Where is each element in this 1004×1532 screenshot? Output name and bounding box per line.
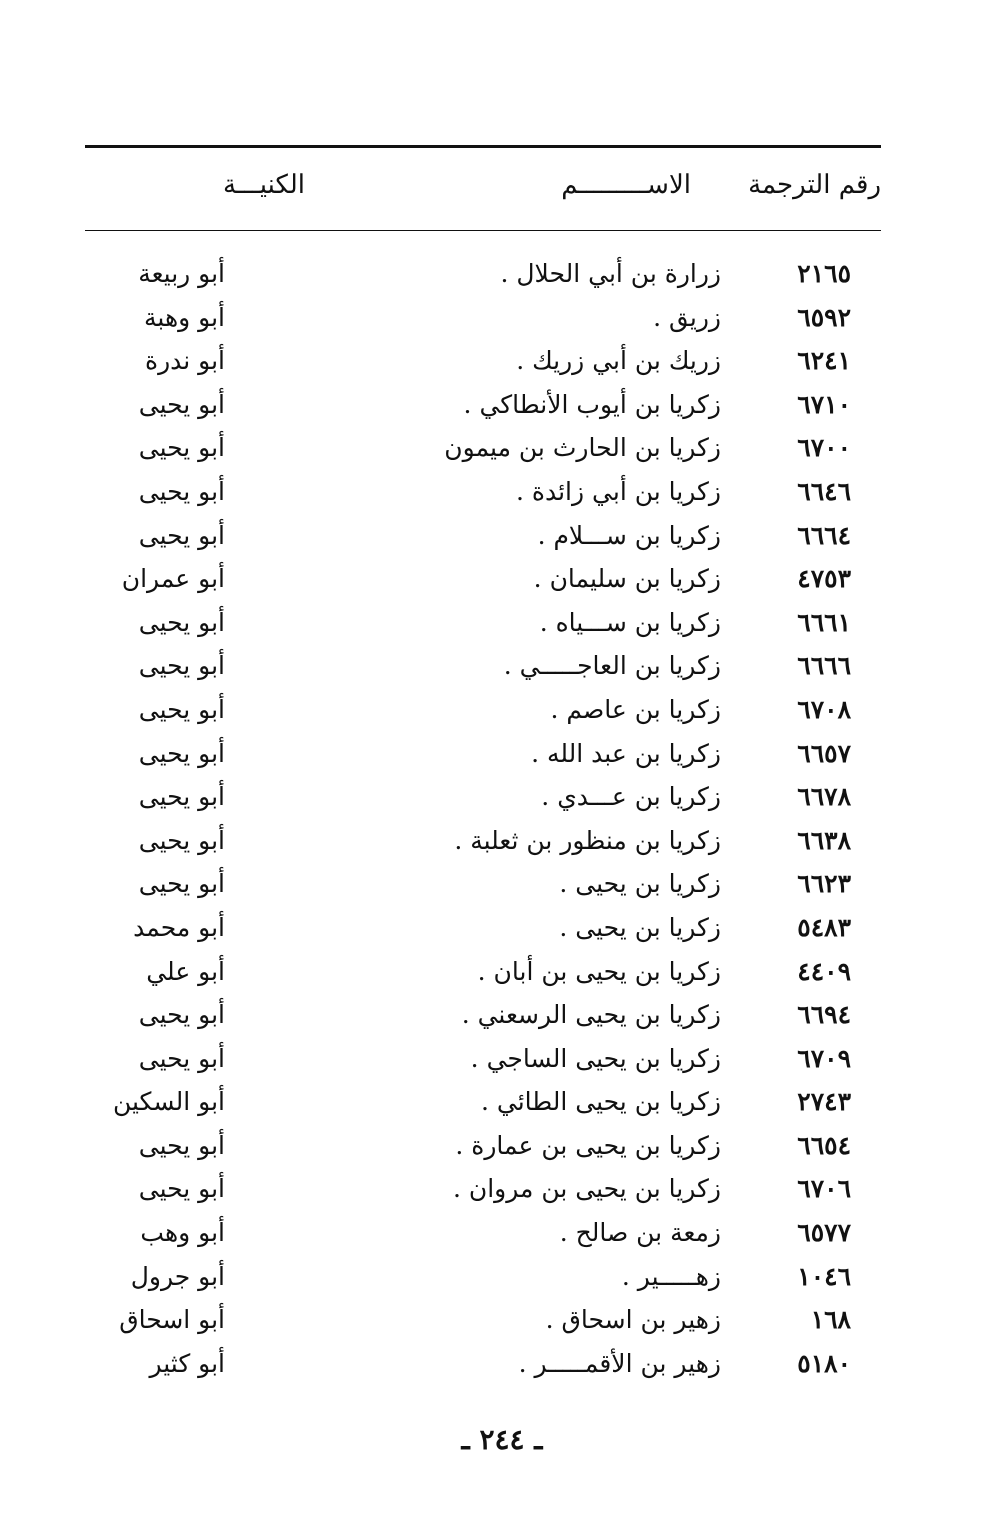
entry-name: زكريا بن ســـياه . <box>539 607 721 637</box>
entry-kunya: أبو محمد <box>133 912 225 942</box>
entry-number: ٦٦٩٤ <box>797 1000 851 1030</box>
table-header <box>85 160 881 210</box>
table-row <box>85 252 881 296</box>
entry-number: ٤٤٠٩ <box>797 956 851 986</box>
entry-kunya: أبو يحيى <box>138 389 225 419</box>
table-row <box>85 339 881 383</box>
table-row <box>85 1167 881 1211</box>
table-row <box>85 862 881 906</box>
entry-name: زكريا بن يحيى الساجي . <box>470 1043 721 1073</box>
entry-kunya: أبو يحيى <box>138 738 225 768</box>
entry-number: ١٦٨ <box>810 1305 851 1335</box>
table-row <box>85 557 881 601</box>
table-row <box>85 514 881 558</box>
table-row <box>85 1124 881 1168</box>
entry-number: ٦٦٣٨ <box>797 825 851 855</box>
entry-name: زريق . <box>653 302 721 332</box>
entry-name: زهير بن اسحاق . <box>545 1305 721 1335</box>
table-row <box>85 296 881 340</box>
entry-name: زكريا بن يحيى بن عمارة . <box>455 1130 721 1160</box>
table-row <box>85 601 881 645</box>
table-body <box>85 252 881 1385</box>
entry-name: زمعة بن صالح . <box>559 1218 721 1248</box>
entry-name: زكريا بن يحيى بن أبان . <box>477 956 721 986</box>
entry-number: ٦٧٠٨ <box>797 694 851 724</box>
table-row <box>85 688 881 732</box>
entry-number: ٦٥٧٧ <box>797 1218 851 1248</box>
entry-kunya: أبو ندرة <box>144 346 225 376</box>
entry-number: ٦٥٩٢ <box>797 302 851 332</box>
entry-name: زكريا بن الحارث بن ميمون <box>444 433 721 463</box>
entry-name: زكريا بن ســـلام . <box>537 520 721 550</box>
entry-kunya: أبو يحيى <box>138 476 225 506</box>
table-row <box>85 383 881 427</box>
entry-kunya: أبو علي <box>146 956 225 986</box>
entry-name: زكريا بن يحيى الرسعني . <box>461 1000 721 1030</box>
table-row <box>85 906 881 950</box>
entry-kunya: أبو يحيى <box>138 607 225 637</box>
entry-number: ٥١٨٠ <box>797 1348 851 1378</box>
entry-name: زهير بن الأقمـــــر . <box>518 1348 721 1378</box>
table-row <box>85 1298 881 1342</box>
entry-kunya: أبو يحيى <box>138 1174 225 1204</box>
entry-kunya: أبو وهب <box>140 1218 225 1248</box>
entry-name: زكريا بن أبي زائدة . <box>515 476 721 506</box>
entry-number: ٥٤٨٣ <box>797 912 851 942</box>
entry-name: زهـــــير . <box>621 1261 721 1291</box>
entry-kunya: أبو يحيى <box>138 520 225 550</box>
table-row <box>85 732 881 776</box>
entry-name: زكريا بن عبد الله . <box>531 738 721 768</box>
entry-kunya: أبو يحيى <box>138 651 225 681</box>
entry-kunya: أبو يحيى <box>138 1043 225 1073</box>
entry-kunya: أبو عمران <box>121 564 225 594</box>
entry-number: ٦٦٦٤ <box>797 520 851 550</box>
entry-number: ٦٦٧٨ <box>797 782 851 812</box>
entry-number: ٦٧٠٠ <box>797 433 851 463</box>
entry-name: زكريا بن عاصم . <box>550 694 721 724</box>
entry-name: زكريا بن يحيى . <box>559 869 721 899</box>
entry-name: زكريا بن أيوب الأنطاكي . <box>463 389 721 419</box>
entry-name: زكريا بن يحيى . <box>559 912 721 942</box>
entry-number: ٦٧٠٦ <box>797 1174 851 1204</box>
entry-kunya: أبو السكين <box>112 1087 225 1117</box>
header-kunya-label: الكنيـــة <box>223 170 305 200</box>
entry-number: ٦٦٦١ <box>797 607 851 637</box>
top-rule <box>85 145 881 148</box>
table-row <box>85 1080 881 1124</box>
entry-kunya: أبو يحيى <box>138 433 225 463</box>
entry-kunya: أبو يحيى <box>138 869 225 899</box>
entry-number: ٢٧٤٣ <box>797 1087 851 1117</box>
entry-number: ٦٧٠٩ <box>797 1043 851 1073</box>
entry-number: ١٠٤٦ <box>797 1261 851 1291</box>
table-row <box>85 1255 881 1299</box>
entry-kunya: أبو يحيى <box>138 825 225 855</box>
entry-name: زكريا بن يحيى بن مروان . <box>452 1174 721 1204</box>
entry-number: ٤٧٥٣ <box>797 564 851 594</box>
page-number: ـ ٢٤٤ ـ <box>461 1423 543 1456</box>
entry-number: ٦٦٥٤ <box>797 1130 851 1160</box>
entry-number: ٦٦٦٦ <box>797 651 851 681</box>
entry-name: زكريا بن منظور بن ثعلبة . <box>454 825 721 855</box>
table-row <box>85 1037 881 1081</box>
entry-kunya: أبو كثير <box>149 1348 225 1378</box>
header-name-label: الاســـــــــم <box>561 170 691 200</box>
entry-kunya: أبو يحيى <box>138 694 225 724</box>
entry-kunya: أبو جرول <box>130 1261 225 1291</box>
entry-name: زكريا بن العاجـــــي . <box>503 651 721 681</box>
entry-kunya: أبو اسحاق <box>119 1305 225 1335</box>
entry-name: زكريا بن عـــدي . <box>541 782 721 812</box>
table-row <box>85 775 881 819</box>
entry-number: ٦٢٤١ <box>797 346 851 376</box>
entry-number: ٦٦٥٧ <box>797 738 851 768</box>
entry-kunya: أبو ربيعة <box>138 259 225 288</box>
entry-name: زكريا بن يحيى الطائي . <box>480 1087 721 1117</box>
table-row <box>85 993 881 1037</box>
entry-kunya: أبو وهبة <box>144 302 225 332</box>
table-row <box>85 819 881 863</box>
entry-name: زكريا بن سليمان . <box>533 564 721 594</box>
table-row <box>85 1211 881 1255</box>
entry-number: ٢١٦٥ <box>797 259 851 288</box>
entry-name: زريك بن أبي زريك . <box>516 346 721 376</box>
entry-number: ٦٦٤٦ <box>797 476 851 506</box>
header-number-label: رقم الترجمة <box>748 170 881 200</box>
table-row <box>85 1342 881 1386</box>
entry-name: زرارة بن أبي الحلال . <box>500 259 721 288</box>
entry-kunya: أبو يحيى <box>138 1000 225 1030</box>
header-rule <box>85 230 881 231</box>
entry-number: ٦٦٢٣ <box>797 869 851 899</box>
entry-kunya: أبو يحيى <box>138 782 225 812</box>
table-row <box>85 950 881 994</box>
table-row <box>85 644 881 688</box>
table-row <box>85 426 881 470</box>
table-row <box>85 470 881 514</box>
entry-number: ٦٧١٠ <box>797 389 851 419</box>
entry-kunya: أبو يحيى <box>138 1130 225 1160</box>
